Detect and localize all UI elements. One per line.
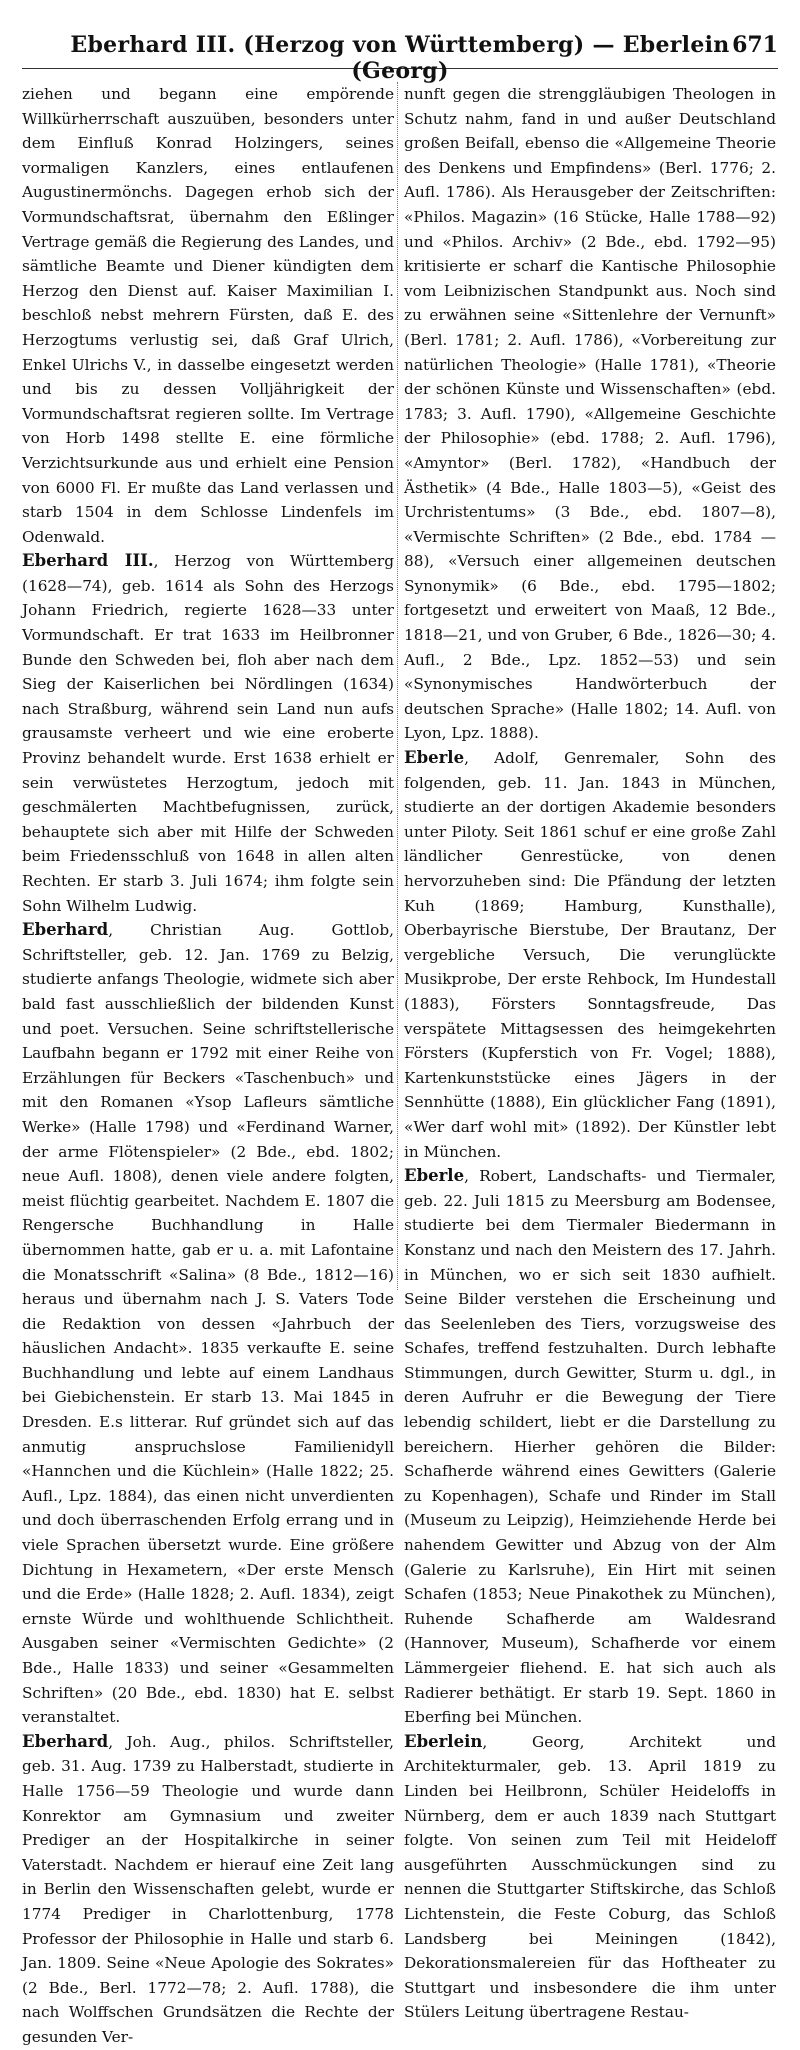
entry-text: ziehen und begann eine empörende Willkürherrschaft auszuüben, besonders unter dem Einfluß Konrad Holzingers, seines vormaligen Kanzlers, eines entlaufenen Augustinermönchs. Dagegen erhob sich der Vormundschaftsrat, übernahm den Eßlinger Vertrage gemäß die Regierung des Landes, und sämtliche Beamte und Diener kündigten dem Herzog den Dienst auf. Kaiser Maximilian I. beschloß nebst mehrern Fürsten, daß E. des Herzogtums verlustig sei, daß Graf Ulrich, Enkel Ulrichs V., in dasselbe eingesetzt werden und bis zu dessen Volljährigkeit der Vormundschaftsrat regieren sollte. Im Vertrage von Horb 1498 stellte E. eine förmliche Verzichtsurkunde aus und erhielt eine Pension von 6000 Fl. Er mußte das Land verlassen und starb 1504 in dem Schlosse Lindenfels im Odenwald.: [22, 85, 394, 546]
entry-eberhard-christian: [22, 918, 394, 1730]
entry-headword: Eberhard: [22, 1731, 109, 1751]
entry-headword: Eberhard III.: [22, 551, 154, 571]
page-number: 671: [732, 32, 778, 58]
entry-eberle-robert: [404, 1164, 776, 1730]
entry-text: nunft gegen die strenggläubigen Theologen in Schutz nahm, fand in und außer Deutschland großen Beifall, ebenso die «Allgemeine Theorie des Denkens und Empfindens» (Berl. 1776; 2. Aufl. 1786). Als Herausgeber der Zeitschriften: «Philos. Magazin» (16 Stücke, Halle 1788—92) und «Philos. Archiv» (2 Bde., ebd. 1792—95) kritisierte er scharf die Kantische Philosophie vom Leibnizischen Standpunkt aus. Noch sind zu erwähnen seine «Sittenlehre der Vernunft» (Berl. 1781; 2. Aufl. 1786), «Vorbereitung zur natürlichen Theologie» (Halle 1781), «Theorie der schönen Künste und Wissenschaften» (ebd. 1783; 3. Aufl. 1790), «Allgemeine Geschichte der Philosophie» (ebd. 1788; 2. Aufl. 1796), «Amyntor» (Berl. 1782), «Handbuch der Ästhetik» (4 Bde., Halle 1803—5), «Geist des Urchristentums» (3 Bde., ebd. 1807—8), «Vermischte Schriften» (2 Bde., ebd. 1784 —88), «Versuch einer allgemeinen deutschen Synonymik» (6 Bde., ebd. 1795—1802; fortgesetzt und erweitert von Maaß, 12 Bde., 1818—21, und von Gruber, 6 Bde., 1826—30; 4. Aufl., 2 Bde., Lpz. 1852—53) und sein «Synonymisches Handwörterbuch der deutschen Sprache» (Halle 1802; 14. Aufl. von Lyon, Lpz. 1888).: [404, 85, 776, 743]
entry-text: , Robert, Landschafts- und Tiermaler, geb. 22. Juli 1815 zu Meersburg am Bodensee, studierte bei dem Tiermaler Biedermann in Konstanz und nach den Meistern des 17. Jahrh. in München, wo er sich seit 1830 aufhielt. Seine Bilder verstehen die Erscheinung und das Seelenleben des Tiers, vorzugsweise des Schafes, treffend festzuhalten. Durch lebhafte Stimmungen, durch Gewitter, Sturm u. dgl., in deren Aufruhr er die Bewegung der Tiere lebendig schildert, liebt er die Darstellung zu bereichern. Hierher gehören die Bilder: Schafherde während eines Gewitters (Galerie zu Kopenhagen), Schafe und Rinder im Stall (Museum zu Leipzig), Heimziehende Herde bei nahendem Gewitter und Abzug von der Alm (Galerie zu Karlsruhe), Ein Hirt mit seinen Schafen (1853; Neue Pinakothek zu München), Ruhende Schafherde am Waldesrand (Hannover, Museum), Schafherde vor einem Lämmergeier fliehend. E. hat sich auch als Radierer bethätigt. Er starb 19. Sept. 1860 in Eberfing bei München.: [404, 1167, 776, 1727]
entry-text: , Christian Aug. Gottlob, Schriftsteller, geb. 12. Jan. 1769 zu Belzig, studierte anfangs Theologie, widmete sich aber bald fast ausschließlich der bildenden Kunst und poet. Versuchen. Seine schriftstellerische Laufbahn begann er 1792 mit einer Reihe von Erzählungen für Beckers «Taschenbuch» und mit den Romanen «Ysop Lafleurs sämtliche Werke» (Halle 1798) und «Ferdinand Warner, der arme Flötenspieler» (2 Bde., ebd. 1802; neue Aufl. 1808), denen viele andere folgten, meist flüchtig gearbeitet. Nachdem E. 1807 die Rengersche Buchhandlung in Halle übernommen hatte, gab er u. a. mit Lafontaine die Monatsschrift «Salina» (8 Bde., 1812—16) heraus und übernahm nach J. S. Vaters Tode die Redaktion von dessen «Jahrbuch der häuslichen Andacht». 1835 verkaufte E. seine Buchhandlung und lebte auf einem Landhaus bei Giebichenstein. Er starb 13. Mai 1845 in Dresden. E.s litterar. Ruf gründet sich auf das anmutig anspruchslose Familienidyll «Hannchen und die Küchlein» (Halle 1822; 25. Aufl., Lpz. 1884), das einen nicht unverdienten und doch überraschenden Erfolg errang und in viele Sprachen übersetzt wurde. Eine größere Dichtung in Hexametern, «Der erste Mensch und die Erde» (Halle 1828; 2. Aufl. 1834), zeigt ernste Würde und wohlthuende Schlichtheit. Ausgaben seiner «Vermischten Gedichte» (2 Bde., Halle 1833) und seiner «Gesammelten Schriften» (20 Bde., ebd. 1830) hat E. selbst veranstaltet.: [22, 921, 394, 1727]
entry-eberle-adolf: [404, 746, 776, 1164]
entry-headword: Eberhard: [22, 920, 109, 940]
entry-text: , Adolf, Genremaler, Sohn des folgenden, geb. 11. Jan. 1843 in München, studierte an der dortigen Akademie besonders unter Piloty. Seit 1861 schuf er eine große Zahl ländlicher Genrestücke, von denen hervorzuheben sind: Die Pfändung der letzten Kuh (1869; Hamburg, Kunsthalle), Oberbayrische Bierstube, Der Brautanz, Der vergebliche Versuch, Die verunglückte Musikprobe, Der erste Rehbock, Im Hundestall (1883), Försters Sonntagsfreude, Das verspätete Mittagsessen des heimgekehrten Försters (Kupferstich von Fr. Vogel; 1888), Kartenkunststücke eines Jägers in der Sennhütte (1888), Ein glücklicher Fang (1891), «Wer darf wohl mit» (1892). Der Künstler lebt in München.: [404, 749, 776, 1161]
entry-text: , Herzog von Württemberg (1628—74), geb. 1614 als Sohn des Herzogs Johann Friedrich, regierte 1628—33 unter Vormundschaft. Er trat 1633 im Heilbronner Bunde den Schweden bei, floh aber nach dem Sieg der Kaiserlichen bei Nördlingen (1634) nach Straßburg, während sein Land nun aufs grausamste verheert und wie eine eroberte Provinz behandelt wurde. Erst 1638 erhielt er sein verwüstetes Herzogtum, jedoch mit geschmälerten Machtbefugnissen, zurück, behauptete sich aber mit Hilfe der Schweden beim Friedensschluß von 1648 in allen alten Rechten. Er starb 3. Juli 1674; ihm folgte sein Sohn Wilhelm Ludwig.: [22, 552, 394, 915]
entry-continuation: [404, 82, 776, 746]
page-header: [22, 32, 778, 84]
column-divider: [397, 82, 398, 1290]
running-head: Eberhard III. (Herzog von Württemberg) — Eberlein (Georg): [70, 32, 730, 84]
entry-eberlein-georg: [404, 1730, 776, 2025]
entry-headword: Eberlein: [404, 1731, 483, 1751]
entry-eberhard-johann: [22, 1730, 394, 2050]
entry-continuation: [22, 82, 394, 549]
entry-headword: Eberle: [404, 748, 465, 768]
right-column: [404, 82, 776, 2025]
left-column: [22, 82, 394, 2050]
entry-eberhard-iii: [22, 549, 394, 918]
entry-text: , Georg, Architekt und Architekturmaler, geb. 13. April 1819 zu Linden bei Heilbronn, Schüler Heideloffs in Nürnberg, dem er auch 1839 nach Stuttgart folgte. Von seinen zum Teil mit Heideloff ausgeführten Ausschmückungen sind zu nennen die Stuttgarter Stiftskirche, das Schloß Lichtenstein, die Feste Coburg, das Schloß Landsberg bei Meiningen (1842), Dekorationsmalereien für das Hoftheater zu Stuttgart und insbesondere die ihm unter Stülers Leitung übertragene Restau-: [404, 1732, 776, 2022]
entry-headword: Eberle: [404, 1166, 465, 1186]
entry-text: , Joh. Aug., philos. Schriftsteller, geb. 31. Aug. 1739 zu Halberstadt, studierte in Halle 1756—59 Theologie und wurde dann Konrektor am Gymnasium und zweiter Prediger an der Hospitalkirche in seiner Vaterstadt. Nachdem er hierauf eine Zeit lang in Berlin den Wissenschaften gelebt, wurde er 1774 Prediger in Charlottenburg, 1778 Professor der Philosophie in Halle und starb 6. Jan. 1809. Seine «Neue Apologie des Sokrates» (2 Bde., Berl. 1772—78; 2. Aufl. 1788), die nach Wolffschen Grundsätzen die Rechte der gesunden Ver-: [22, 1732, 394, 2046]
